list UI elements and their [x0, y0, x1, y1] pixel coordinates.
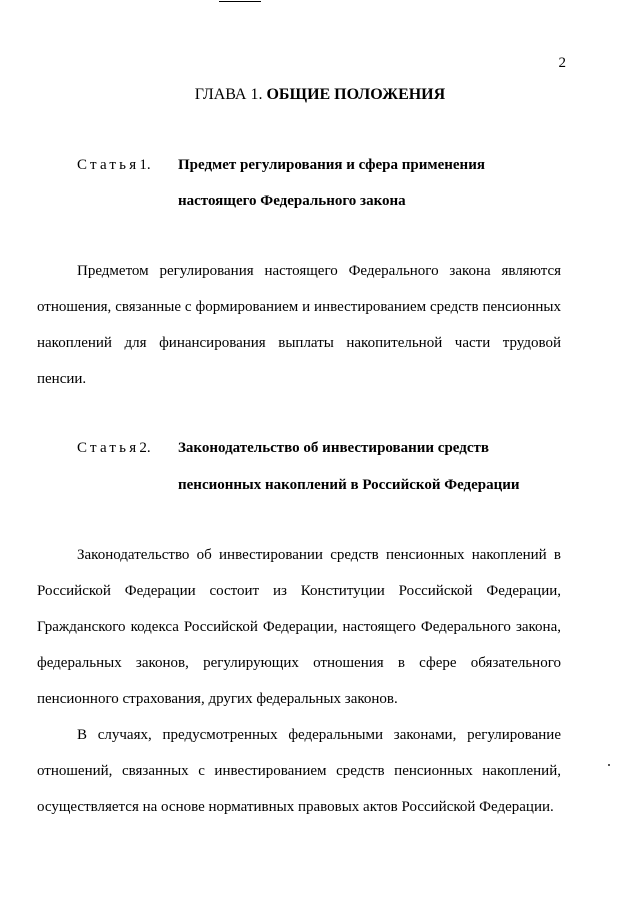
scan-speck: [608, 764, 610, 766]
article-1-label: [77, 157, 151, 174]
page-number: 2: [558, 55, 566, 71]
article-number: 2.: [139, 440, 151, 456]
article-label-word: Статья: [77, 440, 140, 456]
article-1-title-line-2: настоящего Федерального закона: [178, 193, 406, 209]
article-number: 1.: [139, 157, 151, 173]
article-2-paragraph-1: Законодательство об инвестировании средств пенсионных накоплений в Российской Федерации состоит из Конституции Российской Федерации, Гражданского кодекса Российской Федерации, настоящего Федерального закона, федеральных законов, регулирующих отношения в сфере обязательного пенсионного страхования, других федеральных законов.: [37, 547, 561, 707]
article-2-title-line-1: Законодательство об инвестировании средств: [178, 440, 489, 456]
article-2-paragraph-2: В случаях, предусмотренных федеральными законами, регулирование отношений, связанных с инвестированием средств пенсионных накоплений, осуществляется на основе нормативных правовых актов Российской Федерации.: [37, 727, 561, 815]
top-rule: [219, 1, 261, 2]
article-label-word: Статья: [77, 157, 140, 173]
article-2-label: [77, 440, 151, 457]
chapter-title: ОБЩИЕ ПОЛОЖЕНИЯ: [266, 86, 446, 103]
chapter-prefix: ГЛАВА 1.: [194, 86, 263, 103]
chapter-heading: [0, 86, 640, 104]
article-2-title-line-2: пенсионных накоплений в Российской Федерации: [178, 477, 520, 493]
article-1-paragraph-1: Предметом регулирования настоящего Федерального закона являются отношения, связанные с формированием и инвестированием средств пенсионных накоплений для финансирования выплаты накопительной части трудовой пенсии.: [37, 263, 561, 387]
article-1-title-line-1: Предмет регулирования и сфера применения: [178, 157, 485, 173]
